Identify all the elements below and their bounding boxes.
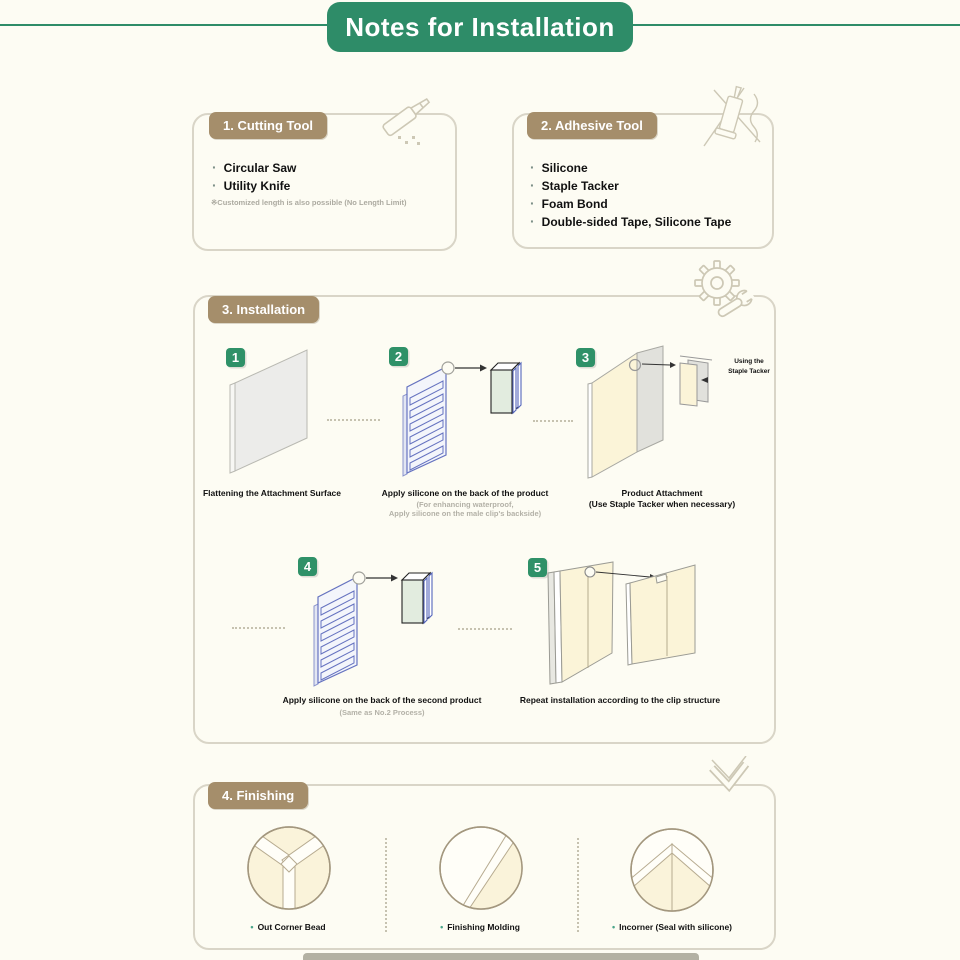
- finishing-item: • Out Corner Bead: [188, 922, 388, 932]
- step-badge: 2: [389, 347, 408, 366]
- step2-caption: Apply silicone on the back of the product: [381, 488, 549, 498]
- staple-tacker-annotation: Using the Staple Tacker: [728, 358, 770, 375]
- utility-knife-icon: [376, 90, 440, 150]
- list-item: · Utility Knife: [212, 176, 296, 194]
- dotted-separator: [385, 838, 387, 932]
- cutting-tool-list: [212, 158, 296, 194]
- installation-label: 3. Installation: [208, 296, 319, 323]
- caulk-gun-icon: [698, 84, 768, 158]
- list-item: · Silicone: [530, 158, 731, 176]
- list-item: · Foam Bond: [530, 194, 731, 212]
- finishing-item: • Incorner (Seal with silicone): [572, 922, 772, 932]
- adhesive-tool-label: 2. Adhesive Tool: [527, 112, 657, 139]
- step3-caption-line2: (Use Staple Tacker when necessary): [588, 499, 736, 509]
- adhesive-tool-list: [530, 158, 731, 230]
- dotted-separator: [533, 420, 573, 422]
- dotted-separator: [327, 419, 380, 421]
- step4-diagram: [306, 562, 476, 697]
- list-item: · Circular Saw: [212, 158, 296, 176]
- cutting-tool-note: ※Customized length is also possible (No Length Limit): [211, 198, 407, 207]
- list-item: · Double-sided Tape, Silicone Tape: [530, 212, 731, 230]
- finishing-item: • Finishing Molding: [380, 922, 580, 932]
- step2-subcaption: Apply silicone on the male clip's backside): [388, 509, 542, 518]
- step4-caption: Apply silicone on the back of the second product: [282, 695, 482, 705]
- step5-caption: Repeat installation according to the clip structure: [519, 695, 721, 705]
- step1-caption: Flattening the Attachment Surface: [202, 488, 342, 498]
- page-title: Notes for Installation: [327, 2, 633, 52]
- dotted-separator: [577, 838, 579, 932]
- dotted-separator: [232, 627, 285, 629]
- finishing-out-corner-diagram: [239, 818, 339, 918]
- step1-diagram: [222, 342, 322, 487]
- step3-caption: Product Attachment: [621, 488, 703, 498]
- step-badge: 5: [528, 558, 547, 577]
- step2-subcaption: (For enhancing waterproof,: [416, 500, 514, 509]
- finishing-label: 4. Finishing: [208, 782, 308, 809]
- step-badge: 4: [298, 557, 317, 576]
- finishing-incorner-diagram: [622, 820, 722, 920]
- step-badge: 1: [226, 348, 245, 367]
- cutting-tool-label: 1. Cutting Tool: [209, 112, 327, 139]
- dotted-separator: [458, 628, 512, 630]
- corner-trim-icon: [702, 756, 756, 808]
- step5-diagram: [540, 556, 770, 696]
- next-section-cutoff: [303, 953, 699, 960]
- gear-wrench-icon: [690, 258, 760, 326]
- step-badge: 3: [576, 348, 595, 367]
- finishing-molding-diagram: [431, 818, 531, 918]
- step4-subcaption: (Same as No.2 Process): [339, 708, 425, 717]
- list-item: · Staple Tacker: [530, 176, 731, 194]
